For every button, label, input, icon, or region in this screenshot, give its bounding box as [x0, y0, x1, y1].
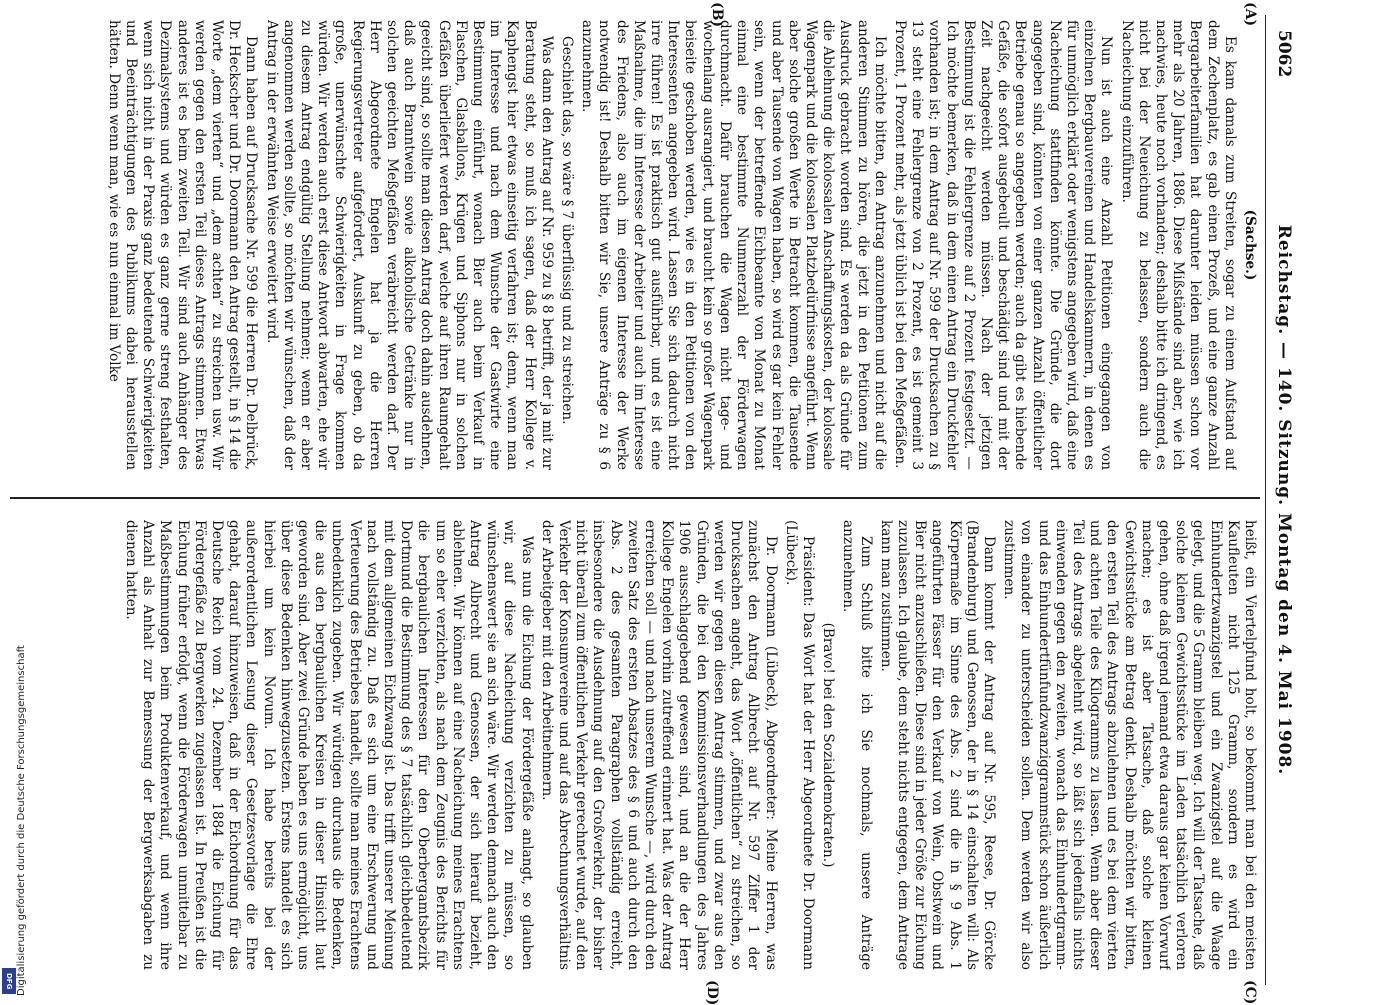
paragraph: Was dann den Antrag auf Nr. 959 zu § 8 betrifft, der ja mit zur Beratung steht, so muß ich sagen, daß der Herr Kollege v. Kaphengst hier etwas einseitig verfahren ist; denn, wenn man im Interesse und nach dem Wunsche der Gastwirte eine Bestimmung einführt, wonach Bier auch beim Verkauf in Flaschen, Glasballons, Krügen und Siphons nur in solchen Gefäßen überliefert werden darf, welche auf ihren Raumgehalt geeicht sind, so sollte man diesen Antrag doch dahin ausdehnen, daß auch Branntwein sowie alkoholische Getränke nur in solchen geeichten Meßgefäßen veräbreicht werden darf. Der Herr Abgeordnete Engelen hat ja die Herren Regierungsvertreter aufgefordert, Auskunft zu geben, ob da große, unerwünschte Schwierigkeiten in Frage kommen würden. Wir werden auch erst diese Antwort abwarten, ehe wir zu diesem Antrag endgültig Stellung nehmen; wenn er aber angenommen werden sollte, so möchten wir wünschen, daß der Antrag in der erwähnten Weise erweitert wird. — [263, 20, 555, 470]
digitization-credit-strip — [0, 0, 27, 1000]
paragraph: Es kam damals zum Streiten, sogar zu einem Aufstand auf dem Zechenplatz, es gab einen Prozeß, und eine ganze Anzahl Bergarbeiterfamilien hat darunter leiden müssen schon vor mehr als 20 Jahren, 1886. Diese Mißstände sind aber, wie ich nachwies, heute noch vorhanden; deshalb bitte ich dringend, es nicht bei der Neueichung zu belassen, sondern auch die Nacheichung einzuführen. — [1118, 20, 1238, 470]
speaker-label: (Sachse.) — [1242, 209, 1258, 281]
paragraph: Dann kommt der Antrag auf Nr. 595, Reese, Dr. Görcke (Brandenburg) und Genossen, der in § 14 einschalten will: Als Körpermaße im Sinne des Abs. 2 sind die in § 9 Abs. 1 angeführten Fässer für den Verkauf von Wein, Obstwein und Bier nicht anzuschließen. Diese sind in jeder Größe zur Eichung zuzulassen. Ich glaube, dem steht nichts entgegen, dem Antrage kann man zustimmen. — [877, 520, 997, 970]
paragraph: Was nun die Eichung der Fördergefäße anlangt, so glauben wir, auf diese Nacheichung verzichten zu müssen, so wünschenswert sie an sich wäre. Wir werden demnach auch den Antrag Albrecht und Genossen, der sich hierauf bezieht, ablehnen. Wir können auf eine Nacheichung meines Erachtens um so eher verzichten, als nach dem Zeugnis des Berichts für die bergbaulichen Interessen für den Oberbergamtsbezirk Dortmund die Bestimmung des § 7 tatsächlich gleichbedeutend mit dem allgemeinen Eichzwang ist. Das trifft unserer Meinung nach vollständig zu. Daß es sich um eine Erschwerung und Verteuerung des Betriebes handelt, sollte man meines Erachtens unbedenklich zugeben. Wir würdigen durchaus die Bedenken, die aus den bergbaulichen Kreisen in dieser Hinsicht laut geworden sind. Aber zwei Gründe haben es uns ermöglicht, uns über diese Bedenken hinwegzusetzen. Erstens handelt es sich hierbei um kein Novum. Ich habe bereits bei der außerordentlichen Lesung dieser Gesetzesvorlage die Ehre gehabt, darauf hinzuweisen, daß in der Eichordnung für das Deutsche Reich vom 24. Dezember 1884 die Eichung für Fördergefäße zu Bergwerken zugelassen ist. In Preußen ist die Eichung früher erfolgt, wenn die Förderwagen unmittelbar zu Maßbestimmungen beim Produktenverkauf, und wenn ihre Anzahl als Anhalt zur Bemessung der Bergwerksabgaben zu dienen hatten. — [123, 520, 535, 970]
paragraph: Geschieht das, so wäre § 7 überflüssig und zu streichen. — [559, 36, 576, 425]
page-header — [1268, 30, 1294, 970]
margin-marker-c: (C) — [1242, 980, 1258, 1005]
margin-marker-b: (B) — [709, 2, 725, 28]
column-divider — [10, 497, 1260, 499]
margin-marker-d: (D) — [704, 980, 720, 1005]
header-rule — [1265, 15, 1266, 985]
president-remark: Präsident: Das Wort hat der Herr Abgeordnete Dr. Doormann (Lübeck). — [782, 520, 816, 970]
paragraph: Dr. Doormann (Lübeck), Abgeordneter: Meine Herren, was zunächst den Antrag Albrecht auf Nr. 597 Ziffer 1 der Drucksachen angeht, das Wort „öffentlichen“ zu streichen, so werden wir gegen diesen Antrag stimmen, und zwar aus den Gründen, die bei den Kommissionsverhandlungen des Jahres 1906 ausschlaggebend gewesen sind, und an die der Herr Kollege Engelen vorhin zutreffend erinnert hat. Was der Antrag erreichen soll — und nach unserem Wunsche —, wird durch den zweiten Satz des ersten Absatzes des § 6 und auch durch den Abs. 2 des gesamten Paragraphen vollständig erreicht, insbesondere die Ausdehnung auf den Großverkehr, der bisher nicht überall zum öffentlichen Verkehr gerechnet wurde, auf den Verkehr der Konsumvereine und auf das Abrechnungsverhältnis der Arbeitgeber mit den Arbeitnehmern. — [538, 520, 779, 970]
interjection: (Bravo! bei den Sozialdemokraten.) — [820, 622, 837, 868]
margin-marker-a: (A) — [1242, 2, 1258, 27]
paragraph: Dann haben auf Drucksache Nr. 599 die Herren Dr. Delbrück, Dr. Heckscher und Dr. Doormann den Antrag gestellt, in § 14 die Worte „dem vierten“ und „dem achten“ zu streichen usw. Wir werden gegen den ersten Teil dieses Antrags stimmen. Etwas anderes ist es beim zweiten Teil. Wir sind auch Anhänger des Dezimalsystems und würden es ganz gerne streng festhalten, wenn sich nicht in der Praxis ganz bedeutende Schwierigkeiten und Beeinträchtigungen des Publikums dabei herausstellen hätten. Denn wenn man, wie es nun einmal im Volke — [105, 20, 260, 470]
right-column — [13, 520, 1258, 970]
dfg-logo: DFG — [2, 968, 16, 994]
paragraph: Zum Schluß bitte ich Sie nochmals, unsere Anträge anzunehmen. — [840, 520, 874, 970]
page-title: Reichstag. — 140. Sitzung. Montag den 4. Mai 1908. — [1274, 224, 1294, 776]
digitization-credit: Digitalisierung gefördert durch die Deutsche Forschungsgemeinschaft — [16, 645, 27, 996]
paragraph: Ich möchte bitten, den Antrag anzunehmen und nicht auf die anderen Stimmen zu hören, die jetzt in den Petitionen zum Ausdruck gebracht worden sind. Es werden da als Gründe für die Ablehnung die kolossalen Anschaffungskosten, der kolossale Wagenpark und die kolossalen Platzbedürfnisse angeführt. Wenn aber solche großen Werte in Betracht kommen, die Tausende und aber Tausende von Wagen haben, so wird es gar kein Fehler sein, wenn der betreffende Eichbeamte von Monat zu Monat einmal eine bestimmte Nummerzahl der Förderwagen durchmacht. Dafür brauchen die Wagen nicht tage- und wochenlang ausrangiert, und braucht kein so großer Wagenpark beiseite geschoben werden, wie es in den Petitionen von den Interessenten angegeben wird. Lassen Sie sich dadurch nicht irre führen! Es ist praktisch gut ausführbar, und es ist eine Maßnahme, die im Interesse der Arbeiter und auch im Interesse des Friedens, also auch im eigenen Interesse der Werke notwendig ist! Deshalb bitten wir Sie, unsere Anträge zu § 6 anzunehmen. — [579, 20, 888, 470]
paragraph: Nun ist auch eine Anzahl Petitionen eingegangen von einzelnen Bergbauvereinen und Handelskammern, in denen es für unmöglich erklärt oder wenigstens angegeben wird, daß eine Nacheichung stattfinden könnte. Die Gründe, die dort angegeben sind, könnten von einer ganzen Anzahl öffentlicher Betriebe genau so angegeben werden; auch da gibt es hiebende Gefäße, die sofort ausgebeult und beschädigt sind und mit der Zeit nachgeeicht werden müssen. Nach der jetzigen Bestimmung ist die Fehlergrenze auf 2 Prozent festgesetzt. — Ich möchte bemerken, daß in dem einen Antrag ein Druckfehler vorhanden ist; in dem Antrag auf Nr. 599 der Drucksachen zu § 13 steht eine Fehlergrenze von 2 Prozent, es ist gemeint 3 Prozent, 1 Prozent mehr, als jetzt üblich ist bei den Meßgefäßen. — [891, 20, 1115, 470]
left-column — [13, 20, 1258, 470]
page-number: 5062 — [1274, 30, 1294, 78]
paragraph: heißt, ein Viertelpfund holt, so bekommt man bei den meisten Kaufleuten nicht 125 Gramm, sondern es wird ein Einhundertzwanzigstel und ein Zwanzigstel auf die Waage gelegt, und die 5 Gramm bleiben weg. Ich will der Tatsache, daß solche kleinen Gewichtsstücke im Laden tatsächlich verloren gehen, ohne daß irgend jemand etwa daraus gar keinen Vorwurf machen; es ist aber Tatsache, daß solche kleinen Gewichtsstücke am Betrag denkt. Deshalb möchten wir bitten, den ersten Teil des Antrags abzulehnen und es bei dem vierten und achten Teile des Kilogramms zu lassen. Wenn aber dieser Teil des Antrags abgelehnt wird, so läßt sich jedenfalls nichts einwenden gegen den zweiten, wonach das Einhundertgramm- und das Einhundertfünfundzwanziggrammstück schon äußerlich von einander zu unterscheiden sollen. Dem werden wir also zustimmen. — [1001, 520, 1258, 970]
